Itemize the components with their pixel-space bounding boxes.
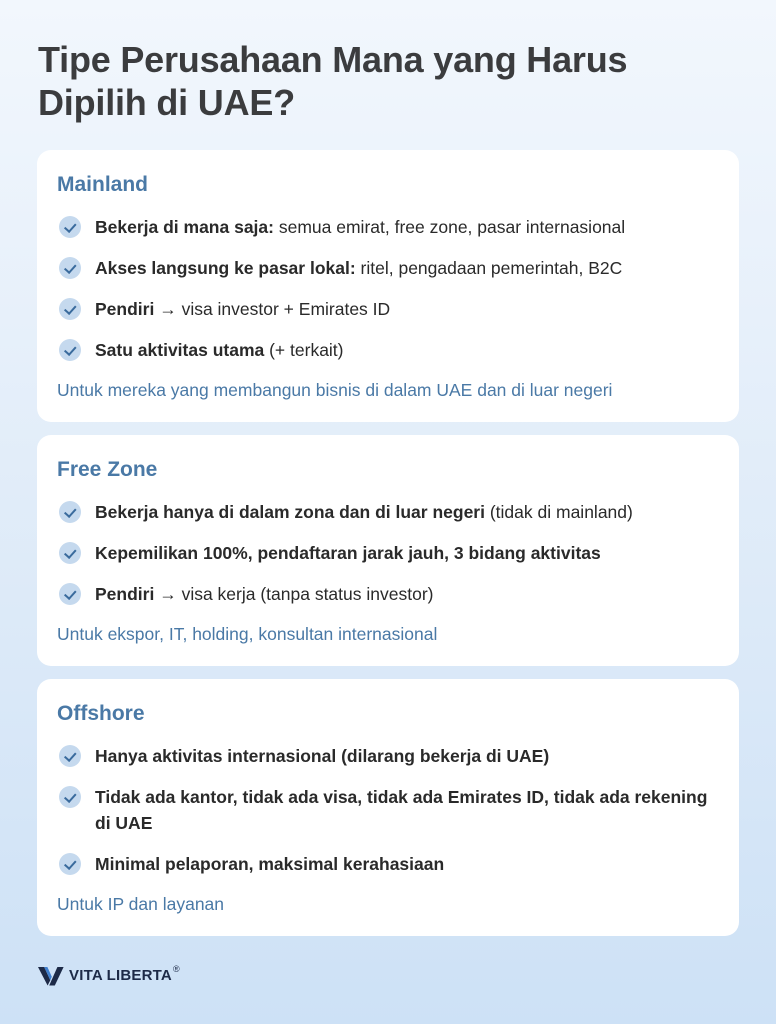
- item-text: [95, 214, 719, 240]
- list-item: [57, 743, 719, 769]
- item-lead-text: Akses langsung ke pasar lokal:: [95, 258, 356, 278]
- item-text: [95, 851, 719, 877]
- item-text: [95, 255, 719, 281]
- item-detail-text: semua emirat, free zone, pasar internasional: [278, 217, 626, 237]
- item-text: [95, 784, 719, 836]
- item-lead-text: Tidak ada kantor, tidak ada visa, tidak ada Emirates ID, tidak ada rekening di UAE: [95, 787, 708, 833]
- check-circle-icon: [59, 583, 81, 605]
- list-item: [57, 214, 719, 240]
- item-text: [95, 499, 719, 525]
- item-lead-text: Pendiri: [95, 584, 155, 604]
- brand-name: VITA LIBERTA: [69, 967, 172, 984]
- list-item: [57, 784, 719, 836]
- section-title-offshore: Offshore: [57, 702, 145, 725]
- vita-liberta-logo-icon: [38, 966, 64, 986]
- item-lead-text: Bekerja hanya di dalam zona dan di luar negeri: [95, 502, 485, 522]
- check-circle-icon: [59, 339, 81, 361]
- check-circle-icon: [59, 745, 81, 767]
- item-text: [95, 581, 719, 607]
- section-title-free-zone: Free Zone: [57, 458, 158, 481]
- feature-list: [57, 214, 719, 363]
- item-lead-text: Hanya aktivitas internasional (dilarang bekerja di UAE): [95, 746, 550, 766]
- page-title: Tipe Perusahaan Mana yang Harus Dipilih di UAE?: [38, 39, 628, 123]
- card-footer-note: Untuk mereka yang membangun bisnis di dalam UAE dan di luar negeri: [57, 380, 613, 400]
- item-text: [95, 540, 719, 566]
- feature-list: [57, 499, 719, 607]
- item-detail-text: (tidak di mainland): [489, 502, 633, 522]
- check-circle-icon: [59, 501, 81, 523]
- card-footer-note: Untuk ekspor, IT, holding, konsultan internasional: [57, 624, 438, 644]
- feature-list: [57, 743, 719, 877]
- list-item: [57, 337, 719, 363]
- item-lead-text: Kepemilikan 100%, pendaftaran jarak jauh, 3 bidang aktivitas: [95, 543, 601, 563]
- item-text: [95, 337, 719, 363]
- list-item: [57, 851, 719, 877]
- card-free-zone: [37, 435, 739, 666]
- card-offshore: [37, 679, 739, 936]
- item-lead-text: Pendiri: [95, 299, 155, 319]
- item-text: [95, 743, 719, 769]
- item-detail-text: → visa kerja (tanpa status investor): [159, 584, 434, 604]
- item-lead-text: Minimal pelaporan, maksimal kerahasiaan: [95, 854, 445, 874]
- check-circle-icon: [59, 216, 81, 238]
- item-detail-text: (+ terkait): [269, 340, 344, 360]
- brand-logo: [38, 965, 180, 987]
- list-item: [57, 255, 719, 281]
- item-detail-text: → visa investor + Emirates ID: [159, 299, 391, 319]
- list-item: [57, 499, 719, 525]
- check-circle-icon: [59, 786, 81, 808]
- card-mainland: [37, 150, 739, 422]
- item-text: [95, 296, 719, 322]
- check-circle-icon: [59, 542, 81, 564]
- list-item: [57, 296, 719, 322]
- item-lead-text: Satu aktivitas utama: [95, 340, 265, 360]
- list-item: [57, 581, 719, 607]
- check-circle-icon: [59, 298, 81, 320]
- check-circle-icon: [59, 853, 81, 875]
- item-lead-text: Bekerja di mana saja:: [95, 217, 274, 237]
- registered-mark: ®: [172, 963, 180, 974]
- card-footer-note: Untuk IP dan layanan: [57, 894, 225, 914]
- check-circle-icon: [59, 257, 81, 279]
- list-item: [57, 540, 719, 566]
- section-title-mainland: Mainland: [57, 173, 149, 196]
- item-detail-text: ritel, pengadaan pemerintah, B2C: [360, 258, 623, 278]
